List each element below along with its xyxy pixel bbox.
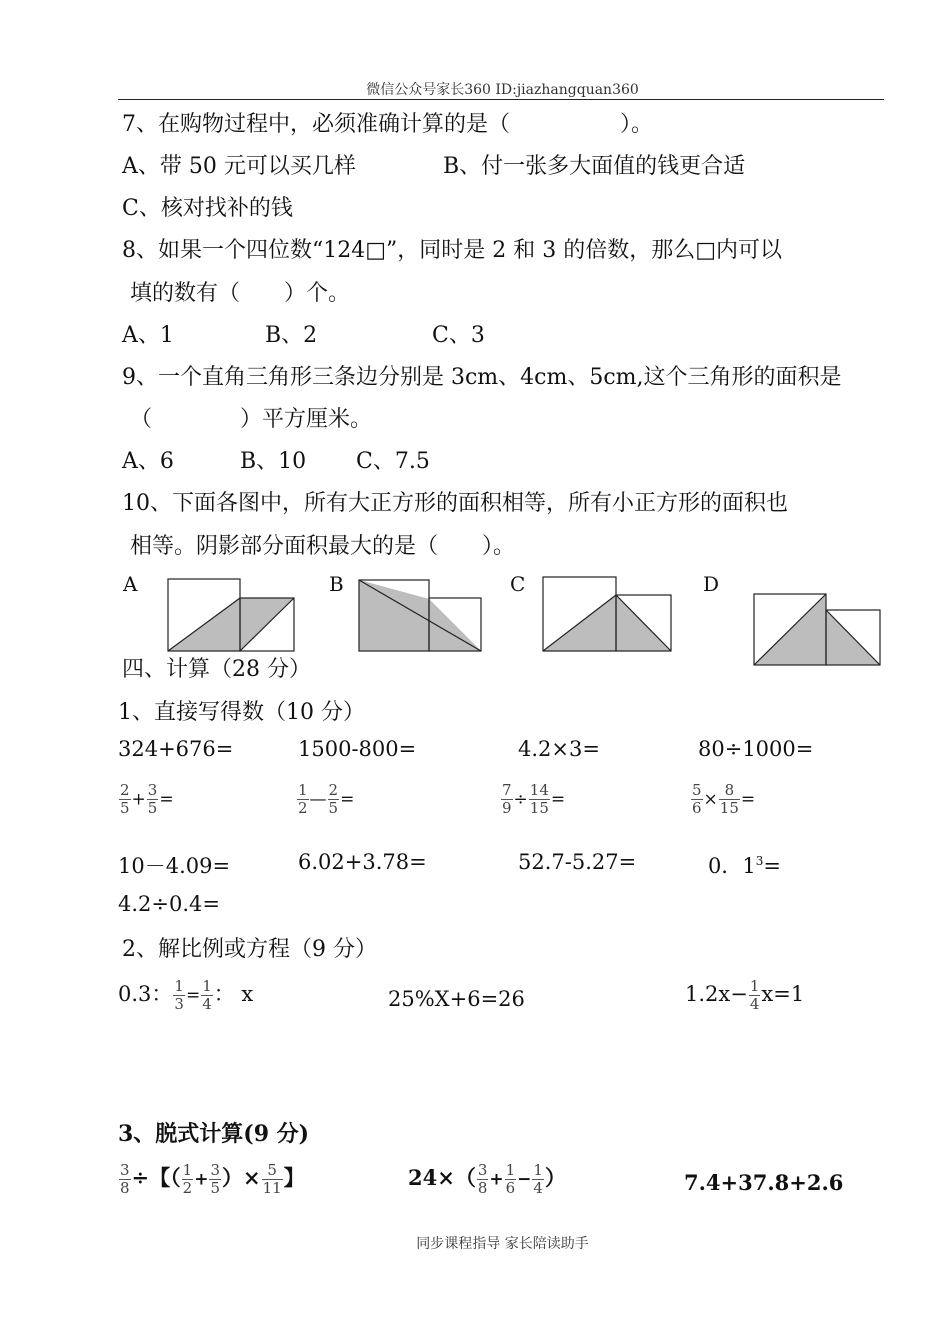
equals: = <box>185 985 201 1006</box>
fraction-calc-2 <box>296 782 354 817</box>
figure-c <box>541 575 673 653</box>
fraction <box>182 1162 194 1197</box>
denominator: 2 <box>182 1179 193 1197</box>
numerator: 1 <box>749 977 760 995</box>
fraction <box>201 978 213 1013</box>
figure-b-label: B <box>329 572 344 596</box>
denominator: 8 <box>477 1179 488 1197</box>
denominator: 15 <box>529 799 549 817</box>
expr-text: 】 <box>283 1165 305 1190</box>
denominator: 9 <box>502 799 512 817</box>
fraction <box>505 1162 517 1197</box>
q9-option-b: B、10 <box>240 449 307 474</box>
numerator: 3 <box>477 1161 488 1179</box>
expression-3: 7.4+37.8+2.6 <box>684 1170 844 1195</box>
q9-option-c: C、7.5 <box>356 449 430 474</box>
fraction <box>119 1162 131 1197</box>
expression-2 <box>408 1162 566 1197</box>
expr-text: 24×（ <box>408 1165 476 1190</box>
denominator: 5 <box>210 1179 220 1197</box>
equals: = <box>550 789 566 810</box>
fraction-calc-1 <box>118 782 174 817</box>
fraction <box>262 1162 283 1197</box>
equation-prefix: 0.3： <box>118 982 173 1006</box>
figure-a <box>166 578 296 653</box>
q8-stem-line2: 填的数有（ ）个。 <box>130 281 351 306</box>
fraction <box>297 782 309 817</box>
expression-1 <box>118 1162 305 1197</box>
calc-3-2: 6.02+3.78= <box>298 850 427 874</box>
numerator: 14 <box>529 781 549 799</box>
numerator: 5 <box>692 781 702 799</box>
q8-stem-line1: 8、如果一个四位数“124□”，同时是 2 和 3 的倍数，那么□内可以 <box>122 238 783 263</box>
denominator: 4 <box>202 995 212 1013</box>
numerator: 1 <box>298 781 308 799</box>
equation-3 <box>685 978 804 1013</box>
denominator: 11 <box>262 1179 282 1197</box>
denominator: 4 <box>533 1179 543 1197</box>
q7-option-c: C、核对找补的钱 <box>122 196 293 221</box>
part1-title: 1、直接写得数（10 分） <box>118 700 365 725</box>
figure-a-label: A <box>123 572 138 596</box>
numerator: 7 <box>502 781 512 799</box>
equals: = <box>763 854 781 878</box>
numerator: 2 <box>120 781 130 799</box>
q9-stem-line2: （ ）平方厘米。 <box>130 407 373 432</box>
calc-3-1: 10－4.09= <box>118 854 231 878</box>
q7-option-a: A、带 50 元可以买几样 <box>122 154 356 179</box>
calc-3-4 <box>708 850 781 880</box>
fraction <box>147 782 159 817</box>
equals: = <box>340 789 355 810</box>
power-base: 0．1 <box>708 854 756 878</box>
section4-title: 四、计算（28 分） <box>122 657 311 682</box>
numerator: 3 <box>210 1161 220 1179</box>
q8-option-b: B、2 <box>265 323 318 348</box>
fraction <box>532 1162 544 1197</box>
equation-suffix: x=1 <box>761 982 805 1006</box>
denominator: 8 <box>120 1179 130 1197</box>
equation-2: 25%X+6=26 <box>388 987 525 1011</box>
fraction <box>691 782 703 817</box>
expr-text: ）× <box>222 1165 261 1190</box>
operator: × <box>703 789 718 810</box>
q9-stem-line1: 9、一个直角三角形三条边分别是 3cm、4cm、5cm,这个三角形的面积是 <box>122 365 842 390</box>
q10-stem-line1: 10、下面各图中，所有大正方形的面积相等，所有小正方形的面积也 <box>122 491 788 516</box>
q10-stem-line2: 相等。阴影部分面积最大的是（ ）。 <box>130 534 516 559</box>
numerator: 1 <box>505 1161 516 1179</box>
page-footer: 同步课程指导 家长陪读助手 <box>416 1236 589 1252</box>
numerator: 5 <box>262 1162 283 1180</box>
expr-text: ） <box>544 1165 566 1190</box>
fraction <box>328 782 340 817</box>
calc-1-1: 324+676= <box>118 737 234 761</box>
operator: ÷ <box>513 789 528 810</box>
fraction-calc-4 <box>690 782 755 817</box>
fraction <box>173 978 185 1013</box>
q8-option-c: C、3 <box>432 323 485 348</box>
denominator: 5 <box>147 799 158 817</box>
power-exponent: 3 <box>755 854 764 868</box>
fraction <box>501 782 513 817</box>
part3-title: 3、脱式计算(9 分) <box>118 1121 310 1147</box>
figure-b <box>357 578 483 653</box>
q7-option-b: B、付一张多大面值的钱更合适 <box>443 154 746 179</box>
numerator: 1 <box>202 977 212 995</box>
figure-d <box>752 592 882 668</box>
fraction <box>477 1162 489 1197</box>
denominator: 5 <box>328 799 339 817</box>
numerator: 1 <box>182 1161 193 1179</box>
numerator: 1 <box>533 1161 543 1179</box>
operator: + <box>489 1169 504 1190</box>
calc-4-1: 4.2÷0.4= <box>118 892 220 916</box>
denominator: 6 <box>505 1179 516 1197</box>
operator: + <box>194 1169 209 1190</box>
part2-title: 2、解比例或方程（9 分） <box>122 937 377 962</box>
calc-1-3: 4.2×3= <box>518 737 600 761</box>
numerator: 8 <box>719 782 740 800</box>
operator: − <box>517 1169 532 1190</box>
numerator: 3 <box>147 781 158 799</box>
equation-suffix: ： x <box>213 982 254 1006</box>
fraction <box>119 782 131 817</box>
denominator: 15 <box>719 799 739 817</box>
figure-c-label: C <box>510 572 526 596</box>
calc-1-2: 1500-800= <box>298 737 417 761</box>
equation-1 <box>118 978 253 1013</box>
fraction <box>719 782 740 817</box>
operator: + <box>131 789 146 810</box>
numerator: 1 <box>174 977 184 995</box>
numerator: 3 <box>120 1161 130 1179</box>
numerator: 2 <box>328 781 339 799</box>
denominator: 6 <box>692 799 702 817</box>
equation-prefix: 1.2x− <box>685 982 748 1006</box>
q9-option-a: A、6 <box>122 449 174 474</box>
denominator: 2 <box>298 799 308 817</box>
fraction <box>529 782 550 817</box>
calc-3-3: 52.7-5.27= <box>518 850 637 874</box>
header-rule <box>118 99 884 100</box>
fraction <box>209 1162 221 1197</box>
figure-d-label: D <box>703 572 720 596</box>
denominator: 3 <box>174 995 184 1013</box>
denominator: 4 <box>749 995 760 1013</box>
fraction-calc-3 <box>500 782 565 817</box>
page-header: 微信公众号家长360 ID:jiazhangquan360 <box>366 82 639 98</box>
q8-option-a: A、1 <box>122 323 174 348</box>
equals: = <box>740 789 756 810</box>
q7-stem: 7、在购物过程中，必须准确计算的是（ ）。 <box>122 112 653 137</box>
operator: — <box>309 789 327 810</box>
denominator: 5 <box>120 799 130 817</box>
fraction <box>749 978 761 1013</box>
calc-1-4: 80÷1000= <box>698 737 814 761</box>
equals: = <box>159 789 174 810</box>
expr-text: ÷【（ <box>131 1165 181 1190</box>
